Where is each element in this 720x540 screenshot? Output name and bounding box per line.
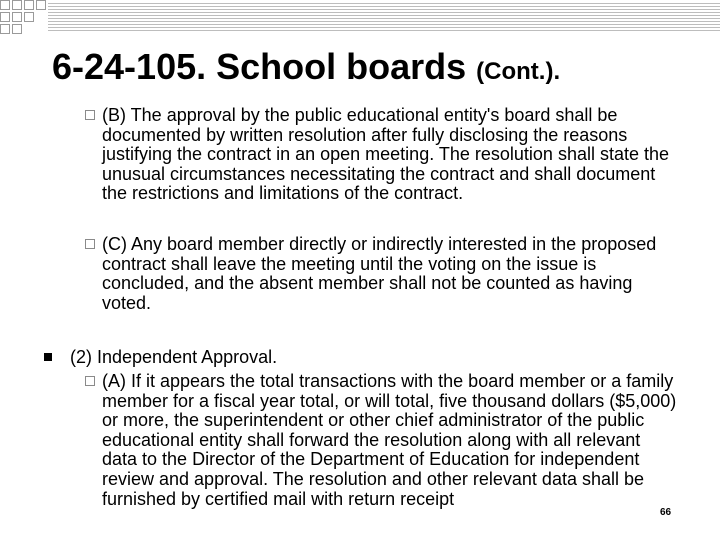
title-suffix: (Cont.). [476, 58, 561, 85]
list-item [85, 235, 685, 313]
hollow-square-bullet-icon [85, 110, 95, 120]
hollow-square-bullet-icon [85, 376, 95, 386]
section-item [44, 348, 684, 368]
filled-square-bullet-icon [44, 353, 52, 361]
hollow-square-bullet-icon [85, 239, 95, 249]
item-text: (B) The approval by the public educational entity's board shall be documented by written resolution after fully disclosing the reasons justifying the contract in an open meeting. The resolution shall state the unusual circumstances necessitating the contract and shall document the restrictions and limitations of the contract. [102, 105, 670, 204]
decorative-grid [0, 0, 720, 40]
list-item [85, 106, 685, 204]
item-text: (C) Any board member directly or indirectly interested in the proposed contract shall leave the meeting until the voting on the issue is concluded, and the absent member shall not be counted as having voted. [102, 234, 657, 313]
slide-title [52, 46, 560, 88]
item-text: (A) If it appears the total transactions with the board member or a family member for a fiscal year total, or will total, five thousand dollars ($5,000) or more, the superintendent or other chief administrator of the public educational entity shall forward the resolution along with all relevant data to the Director of the Department of Education for independent review and approval. The resolution and other relevant data shall be furnished by certified mail with return receipt [102, 371, 677, 509]
list-item [85, 372, 685, 509]
section-label: (2) Independent Approval. [70, 347, 278, 367]
page-number: 66 [660, 507, 672, 518]
title-main: 6-24-105. School boards [52, 46, 467, 87]
